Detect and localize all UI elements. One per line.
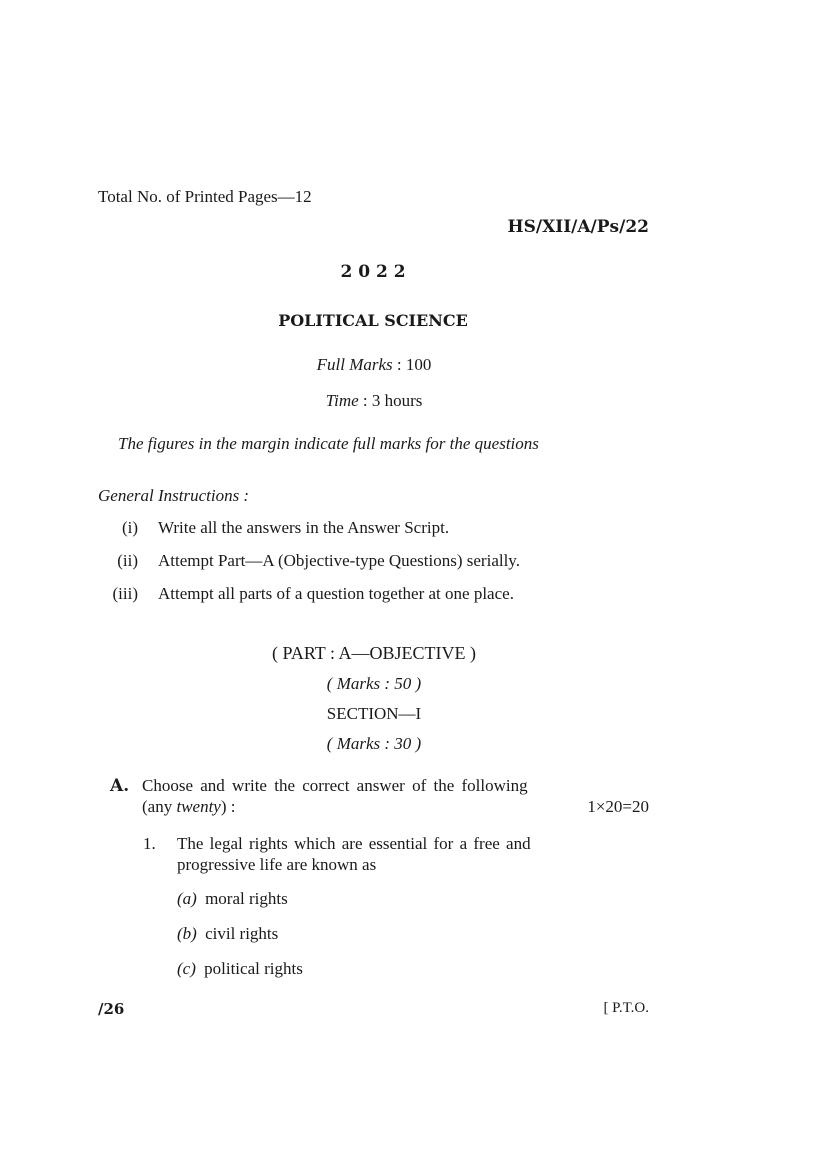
full-marks-label: Full Marks (316, 355, 393, 374)
question-any-close: ) : (220, 797, 236, 816)
option-text: civil rights (205, 924, 279, 943)
time-value: : 3 hours (362, 391, 423, 410)
full-marks-value: : 100 (396, 355, 432, 374)
time-label: Time (325, 391, 359, 410)
subquestion-text-line2: progressive life are known as (177, 855, 377, 874)
subject-title: POLITICAL SCIENCE (278, 311, 468, 330)
question-text: Choose and write the correct answer of the following (142, 776, 528, 795)
instruction-text: Write all the answers in the Answer Script. (158, 518, 450, 537)
printed-pages: Total No. of Printed Pages—12 (98, 187, 312, 206)
option-key: (a) (177, 889, 197, 908)
section-marks: ( Marks : 30 ) (326, 734, 422, 753)
footer-code: /26 (98, 1000, 125, 1018)
section-heading: SECTION—I (326, 704, 422, 723)
full-marks (317, 355, 432, 375)
option-item (177, 924, 278, 944)
instruction-text: Attempt all parts of a question together at one place. (158, 584, 514, 603)
option-item (177, 889, 288, 909)
part-heading: ( PART : A—OBJECTIVE ) (272, 643, 476, 663)
option-text: political rights (204, 959, 303, 978)
instruction-number: (ii) (117, 551, 138, 570)
option-key: (b) (177, 924, 197, 943)
question-any-count: twenty (176, 797, 221, 816)
instruction-number: (i) (121, 518, 138, 537)
question-text-line2 (142, 797, 236, 817)
instruction-text: Attempt Part—A (Objective-type Questions) serially. (158, 551, 520, 570)
question-label: A. (110, 776, 130, 796)
part-marks: ( Marks : 50 ) (326, 674, 422, 693)
option-key: (c) (177, 959, 196, 978)
footer-pto: [ P.T.O. (603, 1000, 649, 1016)
paper-code: HS/XII/A/Ps/22 (507, 217, 649, 237)
time-allowed (326, 391, 423, 411)
question-any-open: (any (142, 797, 177, 816)
exam-year: 2 0 2 2 (340, 262, 406, 282)
subquestion-text: The legal rights which are essential for a free and (177, 834, 531, 853)
option-text: moral rights (205, 889, 288, 908)
instruction-number: (iii) (112, 584, 138, 603)
margin-note: The figures in the margin indicate full marks for the questions (118, 434, 539, 453)
instructions-heading: General Instructions : (98, 486, 250, 505)
subquestion-number: 1. (143, 834, 156, 853)
question-marks: 1×20=20 (587, 797, 649, 816)
option-item (177, 959, 303, 979)
